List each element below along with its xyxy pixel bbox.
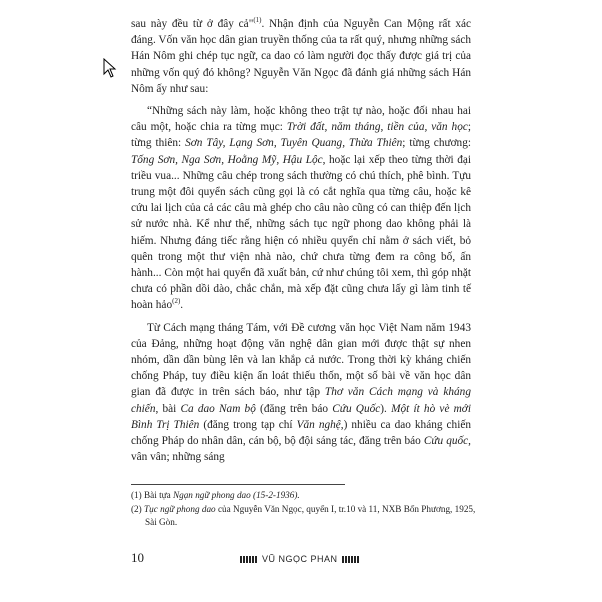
- paragraph-intro: sau này đều từ ở đây cả"$^{(1)}$. Nhận định của Nguyễn Can Mộng rất xác đáng. Vốn văn học dân gian truyền thống của ta rất quý, nhưng những sách Hán Nôm ghi chép tục ngữ, ca dao có làm người đọc thấy được giá trị của những vốn quý đó không? Nguyễn Văn Ngọc đã đánh giá những sách Hán Nôm ấy như sau:: [131, 16, 471, 95]
- footnotes: [131, 489, 476, 530]
- page-number: 10: [131, 550, 144, 565]
- running-footer: [240, 554, 360, 564]
- footnote-divider: [131, 484, 345, 485]
- body-text: [131, 16, 471, 465]
- paragraph-quote: “Những sách này làm, hoặc không theo trật tự nào, hoặc đối nhau hai câu một, hoặc chia ra từng mục: Trời đất, năm tháng, tiền của, văn học; từng thiên: Sơn Tây, Lạng Sơn, Tuyên Quang, Thừa Thiên; từng chương: Tống Sơn, Nga Sơn, Hoằng Mỹ, Hậu Lộc, hoặc lại xếp theo từng thời đại triều vua... Những câu chép trong sách thường có chú thích, phê bình. Tựu trung một đôi quyển sách cũng gọi là có cắt nghĩa qua từng câu, hoặc kê cứu lai lịch của cả các câu mà ghép cho câu nào cũng có can thiệp đến lịch sử nước nhà. Kể như thế, những sách tục ngữ phong dao không phải là hiếm. Nhưng đáng tiếc rằng hiện có nhiều quyển chỉ nằm ở sách viết, bỏ quên trong một thư viện nhà nào, chứ chưa từng đem ra công bố, ấn hành... Còn một hai quyển đã xuất bản, cứ như chúng tôi xem, thì góp nhặt chưa có phần dồi dào, chắc chắn, mà xếp đặt cũng chưa lấy gì làm tinh tế hoàn hảo$^{(2)}$.: [131, 105, 472, 312]
- mouse-pointer-icon: [103, 58, 117, 78]
- author-name: VŨ NGỌC PHAN: [262, 554, 338, 564]
- ornament-left-icon: [240, 556, 258, 563]
- footnote-ref-1: (1): [253, 16, 262, 25]
- ornament-right-icon: [342, 556, 360, 563]
- footnote-2: (2) Tục ngữ phong dao của Nguyễn Văn Ngọc, quyển I, tr.10 và 11, NXB Bốn Phương, 1925, Sài Gòn.: [131, 503, 476, 527]
- paragraph-revolution: Từ Cách mạng tháng Tám, với Đề cương văn học Việt Nam năm 1943 của Đảng, những hoạt động văn nghệ dân gian mới được thật sự nhen nhóm, dần dần bùng lên và lan khắp cả nước. Trong thời kỳ kháng chiến chống Pháp, tuy điều kiện ấn loát thiếu thốn, một số bài về văn học dân gian đã được in trên sách báo, như tập Thơ văn Cách mạng và kháng chiến, bài Ca dao Nam bộ (đăng trên báo Cứu Quốc). Một ít hò vè mới Bình Trị Thiên (đăng trong tạp chí Văn nghệ,) nhiều ca dao kháng chiến chống Pháp do nhân dân, cán bộ, bộ đội sáng tác, đăng trên báo Cứu quốc, vân vân; những sáng: [131, 321, 472, 464]
- footnote-1: (1) Bài tựa Ngạn ngữ phong dao (15-2-1936).: [131, 490, 300, 500]
- footnote-ref-2: (2): [172, 297, 181, 306]
